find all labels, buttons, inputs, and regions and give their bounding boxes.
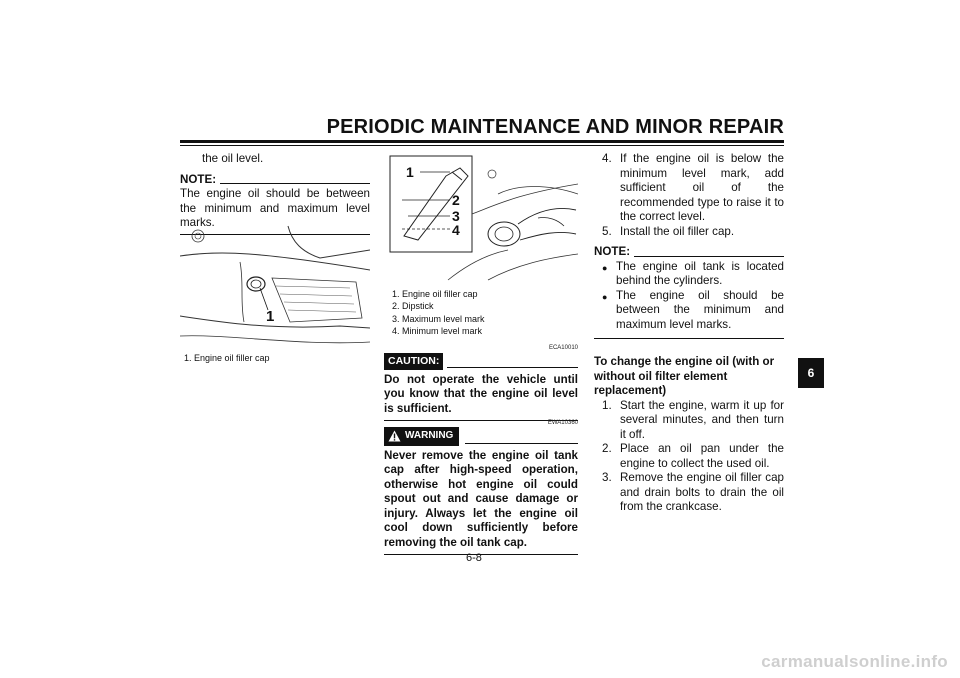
caution-heading <box>384 353 578 370</box>
watermark: carmanualsonline.info <box>761 652 948 671</box>
step-3: 3. Remove the engine oil filler cap and drain bolts to drain the oil from the crankcase. <box>602 471 784 513</box>
figure-callout-1: 1 <box>266 308 275 325</box>
caption-4: 4. Minimum level mark <box>392 326 483 337</box>
warning-label: WARNING <box>405 430 454 441</box>
warning-heading <box>384 427 578 446</box>
warning-badge <box>384 427 459 446</box>
callout-3: 3 <box>452 208 460 224</box>
note-rule <box>220 183 370 184</box>
bullet-icon: ● <box>602 291 608 302</box>
engine-oil-filler-cap-illustration <box>180 222 370 350</box>
note-bullet-2: ● The engine oil should be between the minimum and maximum level marks. <box>602 288 784 331</box>
note-text: The engine oil should be between the minimum and maximum level marks. <box>180 187 370 229</box>
header-rule-thin <box>180 145 784 146</box>
figure-caption: 1. Engine oil filler cap <box>184 353 270 363</box>
caution-code: ECA10010 <box>548 345 578 351</box>
intro-text: the oil level. <box>202 152 264 165</box>
note-label: NOTE: <box>180 172 217 186</box>
step-4: 4. If the engine oil is below the minimum level mark, add sufficient oil of the recommended type to raise it to the correct level. <box>602 152 784 223</box>
caution-rule <box>447 367 578 368</box>
dipstick-illustration <box>388 154 578 282</box>
note-rule-right <box>634 256 784 257</box>
header-rule <box>180 140 784 143</box>
caution-box <box>384 353 578 421</box>
step-5: 5. Install the oil filler cap. <box>602 224 735 238</box>
note-label-right: NOTE: <box>594 245 631 258</box>
section-subheading: To change the engine oil (with or without oil filter element replacement) <box>594 355 775 397</box>
page-number: 6-8 <box>466 552 482 564</box>
callout-4: 4 <box>452 222 460 238</box>
step-1: 1. Start the engine, warm it up for several minutes, and then turn it off. <box>602 398 784 441</box>
warning-text: Never remove the engine oil tank cap after high-speed operation, otherwise hot engine oil could spout out and cause damage or injury. Always let the engine oil cool down sufficiently before removing the oil tank cap. <box>384 448 578 549</box>
note-heading <box>180 173 370 188</box>
note-bullet-1: ● The engine oil tank is located behind the cylinders. <box>602 259 784 287</box>
callout-2: 2 <box>452 192 460 208</box>
caption-2: 2. Dipstick <box>392 301 434 312</box>
callout-1: 1 <box>406 164 414 180</box>
step-2: 2. Place an oil pan under the engine to collect the used oil. <box>602 442 784 470</box>
caption-3: 3. Maximum level mark <box>392 313 485 324</box>
note-heading-right <box>594 245 784 260</box>
caution-badge: CAUTION: <box>384 353 443 370</box>
warning-triangle-icon <box>388 430 401 442</box>
bullet-icon: ● <box>602 262 608 273</box>
page-title: PERIODIC MAINTENANCE AND MINOR REPAIR <box>326 116 784 138</box>
dipstick-captions <box>392 288 485 338</box>
section-tab: 6 <box>798 358 824 388</box>
caption-1: 1. Engine oil filler cap <box>392 289 478 299</box>
caution-text: Do not operate the vehicle until you know that the engine oil level is sufficient. <box>384 372 578 415</box>
warning-rule <box>465 443 578 444</box>
right-column <box>594 152 784 515</box>
note-end-rule-right <box>594 338 784 339</box>
warning-code: EWA10360 <box>547 420 578 426</box>
warning-box <box>384 427 578 555</box>
